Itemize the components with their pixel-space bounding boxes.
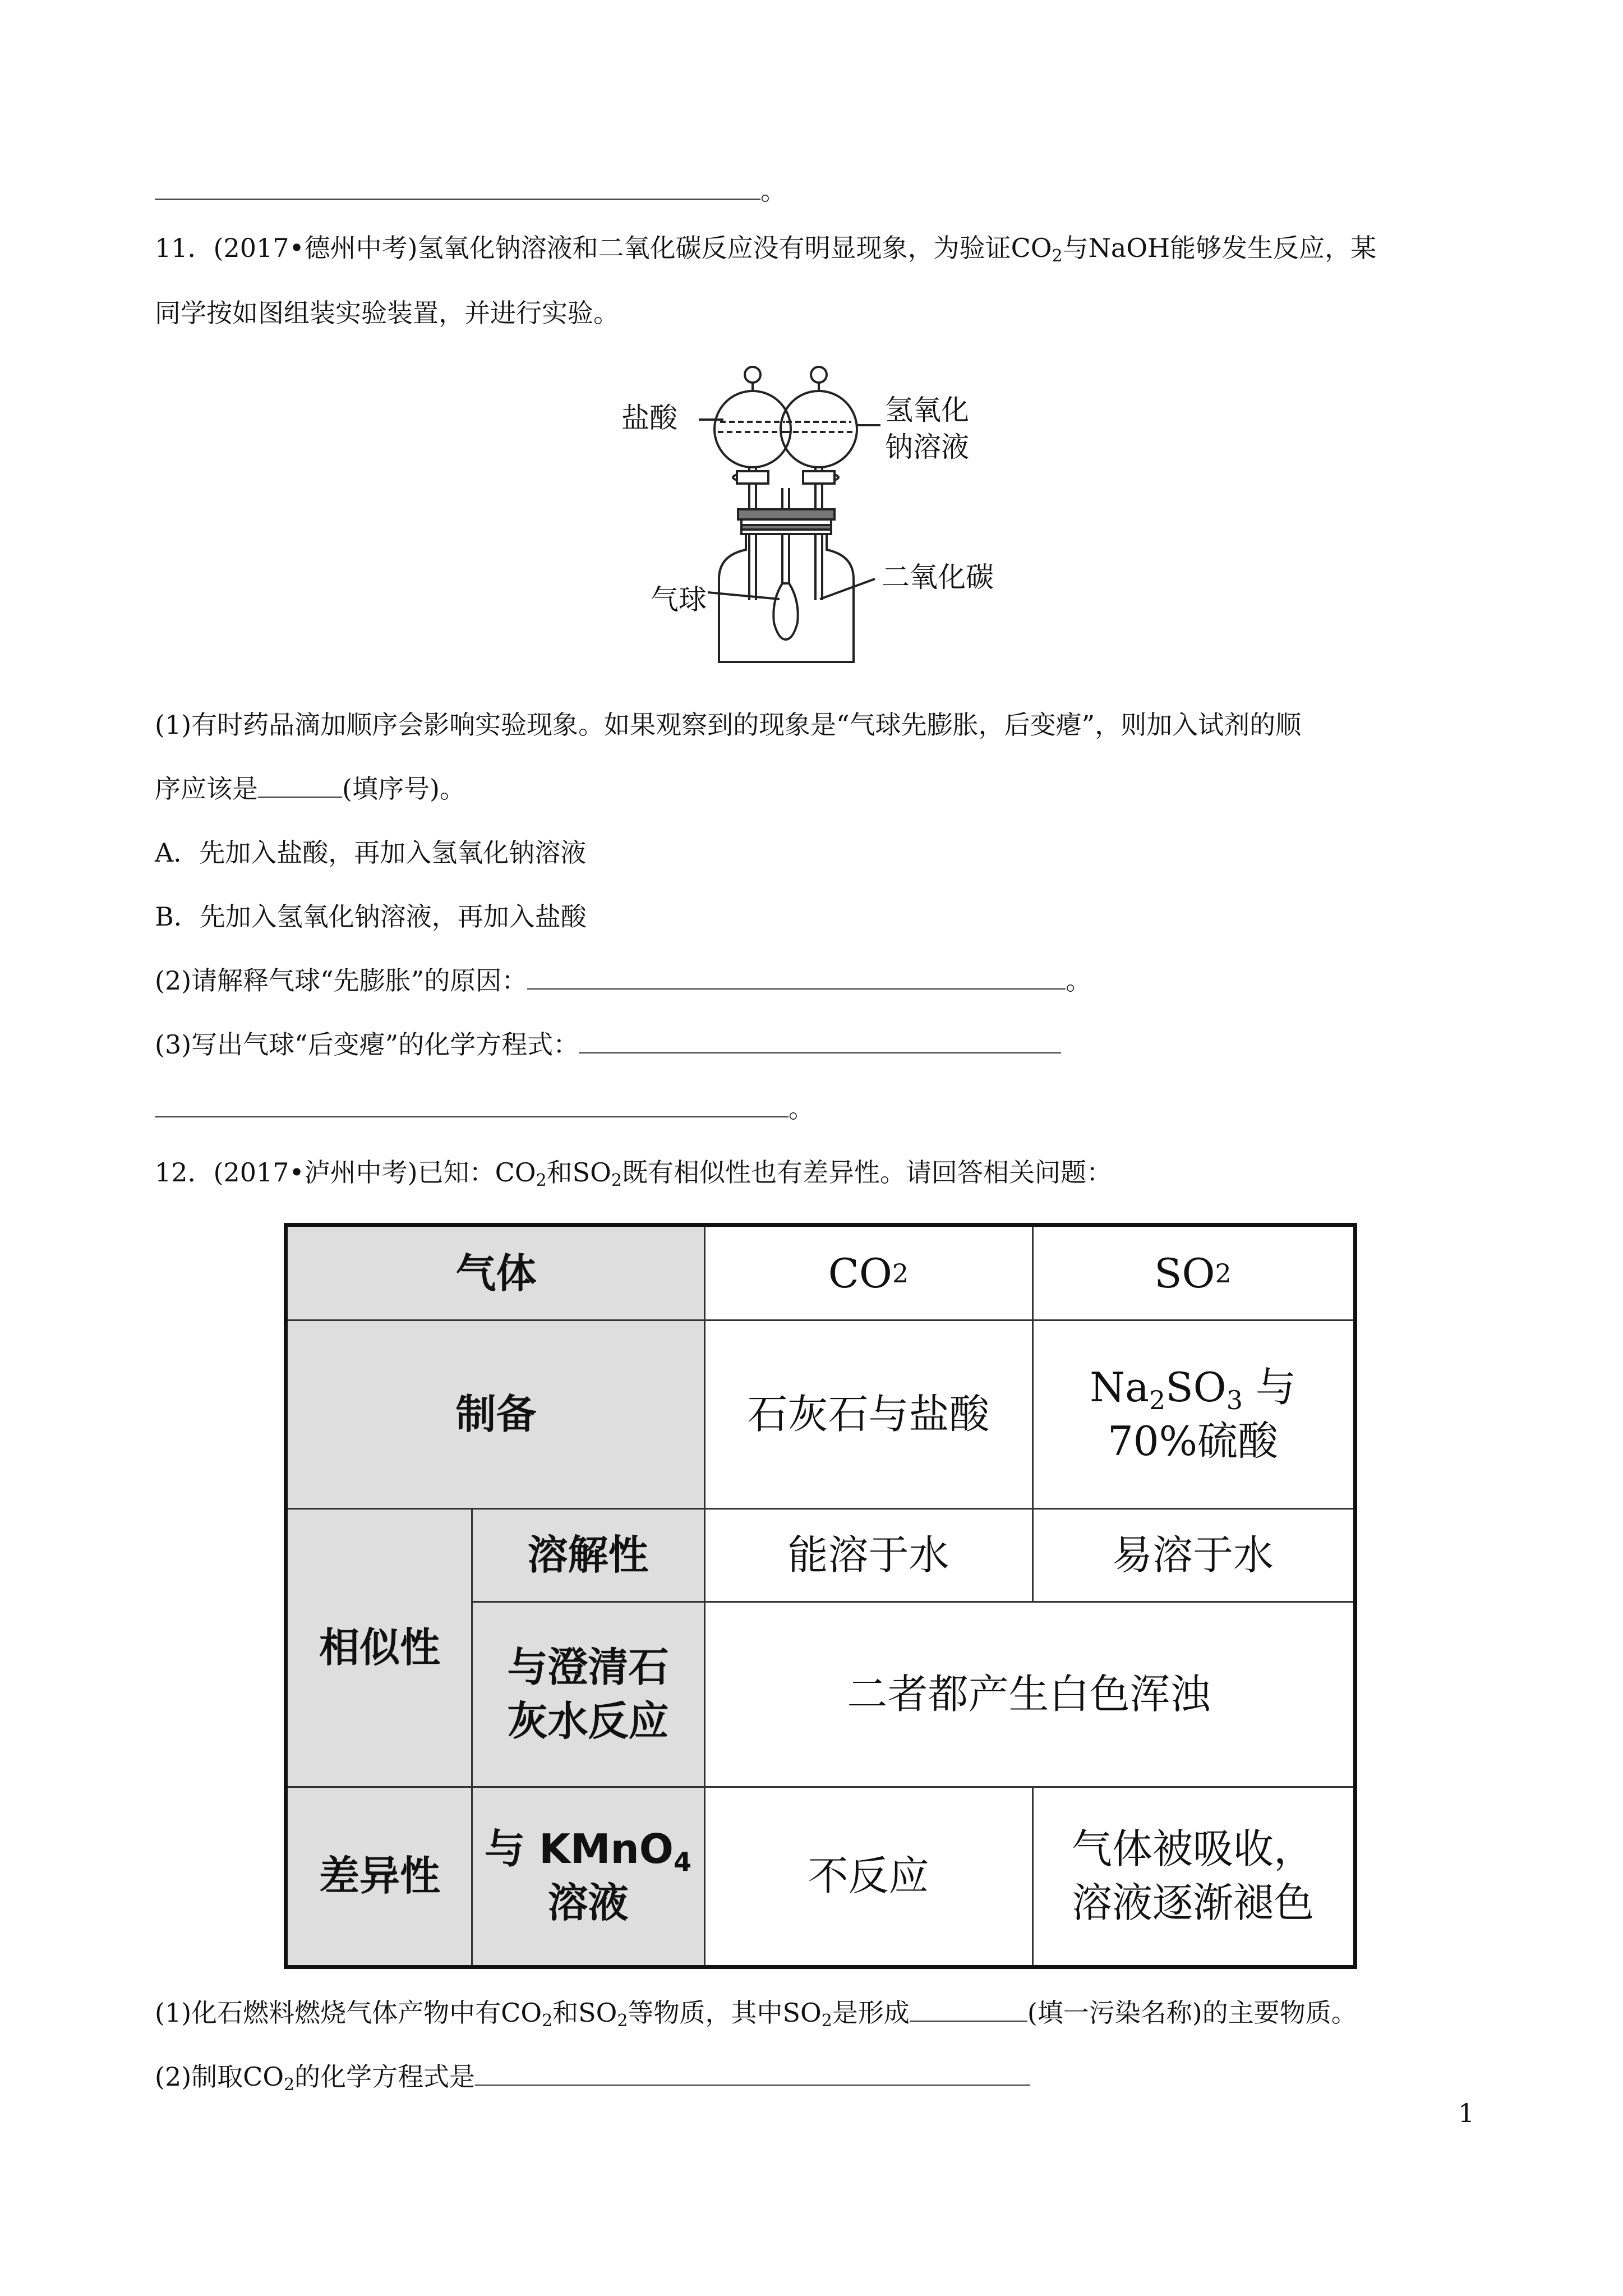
q11-stem-line2: 同学按如图组装实验装置，并进行实验。 [155,298,619,328]
table-rule [704,1227,706,1965]
table-rule [471,1508,473,1965]
table-rule [1032,1786,1034,1965]
q11-stem-line1: 11．(2017•德州中考)氢氧化钠溶液和二氧化碳反应没有明显现象，为验证$CO_2$与NaOH能够发生反应，某 [155,233,1377,266]
answer-blank[interactable] [527,966,1066,990]
prep-so2-line1: $Na_2SO_3$ 与 [1090,1364,1296,1415]
row-solubility: 溶解性 [472,1508,704,1602]
label-naoh-line2: 钠溶液 [885,431,969,463]
row-similarity: 相似性 [288,1508,472,1787]
limewater-result: 二者都产生白色浑浊 [704,1602,1353,1787]
kmno4-co2: 不反应 [704,1787,1032,1965]
q12-part1: (1)化石燃料燃烧气体产物中有$CO_2$和$SO_2$等物质，其中$SO_2$是形成 (填一污染名称)的主要物质。 [155,1998,1357,2031]
header-gas: 气体 [288,1227,704,1320]
table-rule [1032,1227,1034,1602]
q11-option-b: B．先加入氢氧化钠溶液，再加入盐酸 [155,901,587,932]
q11-part2: (2)请解释气球“先膨胀”的原因： 。 [155,965,1092,996]
blank[interactable] [155,176,760,200]
answer-blank[interactable] [910,1998,1027,2022]
table-rule [288,1508,1353,1510]
answer-line-top: 。 [155,174,786,208]
label-balloon: 气球 [651,583,707,616]
prep-so2 [1032,1320,1353,1508]
q12-part2: (2)制取$CO_2$的化学方程式是 [155,2060,1030,2093]
page-number: 1 [1458,2098,1475,2128]
prep-so2-line2: 70%硫酸 [1107,1418,1279,1465]
q11-part3: (3)写出气球“后变瘪”的化学方程式： [155,1028,1061,1061]
row-preparation: 制备 [288,1320,704,1508]
row-limewater: 与澄清石 灰水反应 [472,1602,704,1787]
kmno4-so2: 气体被吸收， 溶液逐渐褪色 [1032,1787,1353,1965]
table-rule [472,1601,1353,1603]
label-hydrochloric-acid: 盐酸 [621,402,677,434]
q11-part3-continued: 。 [155,1092,814,1125]
row-kmno4: 与 KMnO$_4$ 溶液 [472,1787,704,1965]
header-co2: CO 2 [704,1227,1032,1320]
answer-blank[interactable] [258,774,342,798]
solubility-co2: 能溶于水 [704,1508,1032,1602]
answer-blank[interactable] [579,1030,1061,1053]
experiment-apparatus-figure [611,359,1038,673]
header-so2: SO 2 [1032,1227,1353,1320]
q11-part1-line1: (1)有时药品滴加顺序会影响实验现象。如果观察到的现象是“气球先膨胀，后变瘪”，则加入试剂的顺 [155,710,1302,740]
row-difference: 差异性 [288,1787,472,1965]
solubility-so2: 易溶于水 [1032,1508,1353,1602]
label-naoh-line1: 氢氧化 [885,394,969,426]
answer-blank[interactable] [475,2062,1030,2086]
q11-option-a: A．先加入盐酸，再加入氢氧化钠溶液 [155,838,587,868]
answer-blank[interactable] [155,1094,789,1117]
label-carbon-dioxide: 二氧化碳 [882,561,994,593]
table-rule [288,1786,1353,1788]
prep-co2: 石灰石与盐酸 [704,1320,1032,1508]
co2-so2-comparison-table [284,1223,1357,1969]
q11-part1-line2: 序应该是 (填序号)。 [155,774,465,804]
table-rule [288,1319,1353,1321]
q12-stem: 12．(2017•泸州中考)已知：$CO_2$和$SO_2$既有相似性也有差异性。请回答相关问题： [155,1157,1112,1190]
